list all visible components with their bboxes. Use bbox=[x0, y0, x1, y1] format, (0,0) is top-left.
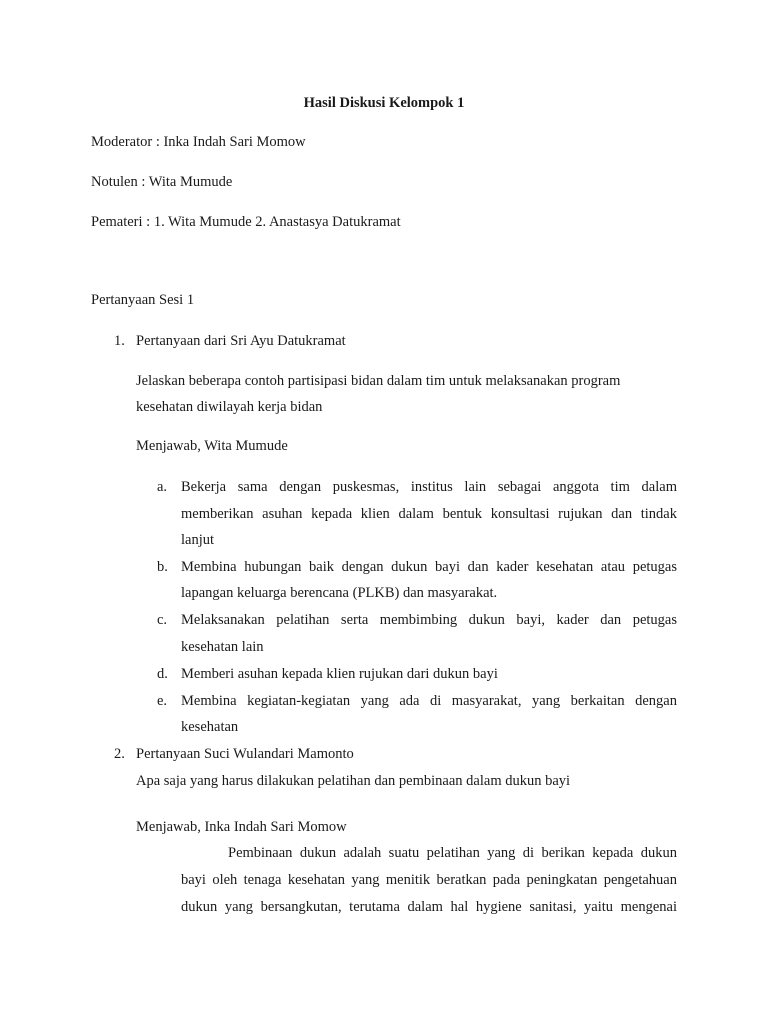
answer-paragraph-line: dukun yang bersangkutan, terutama dalam hal hygiene sanitasi, yaitu mengenai bbox=[181, 899, 677, 915]
answer-e-marker: e. bbox=[157, 693, 168, 709]
question-1-text-line: kesehatan diwilayah kerja bidan bbox=[136, 399, 323, 415]
answer-e-line: kesehatan bbox=[181, 719, 239, 735]
question-1-number: 1. bbox=[114, 333, 125, 349]
answer-a-line: memberikan asuhan kepada klien dalam bentuk konsultasi rujukan dan tindak bbox=[181, 506, 677, 522]
answer-c-marker: c. bbox=[157, 612, 168, 628]
notulen-line: Notulen : Wita Mumude bbox=[91, 174, 233, 190]
answer-d-line: Memberi asuhan kepada klien rujukan dari dukun bayi bbox=[181, 666, 498, 682]
question-2-answerer: Menjawab, Inka Indah Sari Momow bbox=[136, 819, 347, 835]
question-1-title: Pertanyaan dari Sri Ayu Datukramat bbox=[136, 333, 346, 349]
session-heading: Pertanyaan Sesi 1 bbox=[91, 292, 195, 308]
answer-paragraph-line: Pembinaan dukun adalah suatu pelatihan yang di berikan kepada dukun bbox=[228, 845, 677, 861]
answer-a-line: lanjut bbox=[181, 532, 215, 548]
question-2-title: Pertanyaan Suci Wulandari Mamonto bbox=[136, 746, 354, 762]
question-1-text-line: Jelaskan beberapa contoh partisipasi bidan dalam tim untuk melaksanakan program bbox=[136, 373, 621, 389]
pemateri-line: Pemateri : 1. Wita Mumude 2. Anastasya Datukramat bbox=[91, 214, 401, 230]
answer-a-line: Bekerja sama dengan puskesmas, institus lain sebagai anggota tim dalam bbox=[181, 479, 677, 495]
answer-b-marker: b. bbox=[157, 559, 168, 575]
question-1-answerer: Menjawab, Wita Mumude bbox=[136, 438, 288, 454]
answer-d-marker: d. bbox=[157, 666, 168, 682]
document-title: Hasil Diskusi Kelompok 1 bbox=[303, 95, 465, 111]
answer-c-line: kesehatan lain bbox=[181, 639, 264, 655]
answer-a-marker: a. bbox=[157, 479, 168, 495]
answer-e-line: Membina kegiatan-kegiatan yang ada di masyarakat, yang berkaitan dengan bbox=[181, 693, 677, 709]
moderator-line: Moderator : Inka Indah Sari Momow bbox=[91, 134, 306, 150]
question-2-number: 2. bbox=[114, 746, 125, 762]
answer-c-line: Melaksanakan pelatihan serta membimbing dukun bayi, kader dan petugas bbox=[181, 612, 677, 628]
question-2-text: Apa saja yang harus dilakukan pelatihan dan pembinaan dalam dukun bayi bbox=[136, 773, 571, 789]
answer-b-line: Membina hubungan baik dengan dukun bayi dan kader kesehatan atau petugas bbox=[181, 559, 677, 575]
answer-paragraph-line: bayi oleh tenaga kesehatan yang menitik beratkan pada peningkatan pengetahuan bbox=[181, 872, 677, 888]
answer-b-line: lapangan keluarga berencana (PLKB) dan masyarakat. bbox=[181, 585, 498, 601]
